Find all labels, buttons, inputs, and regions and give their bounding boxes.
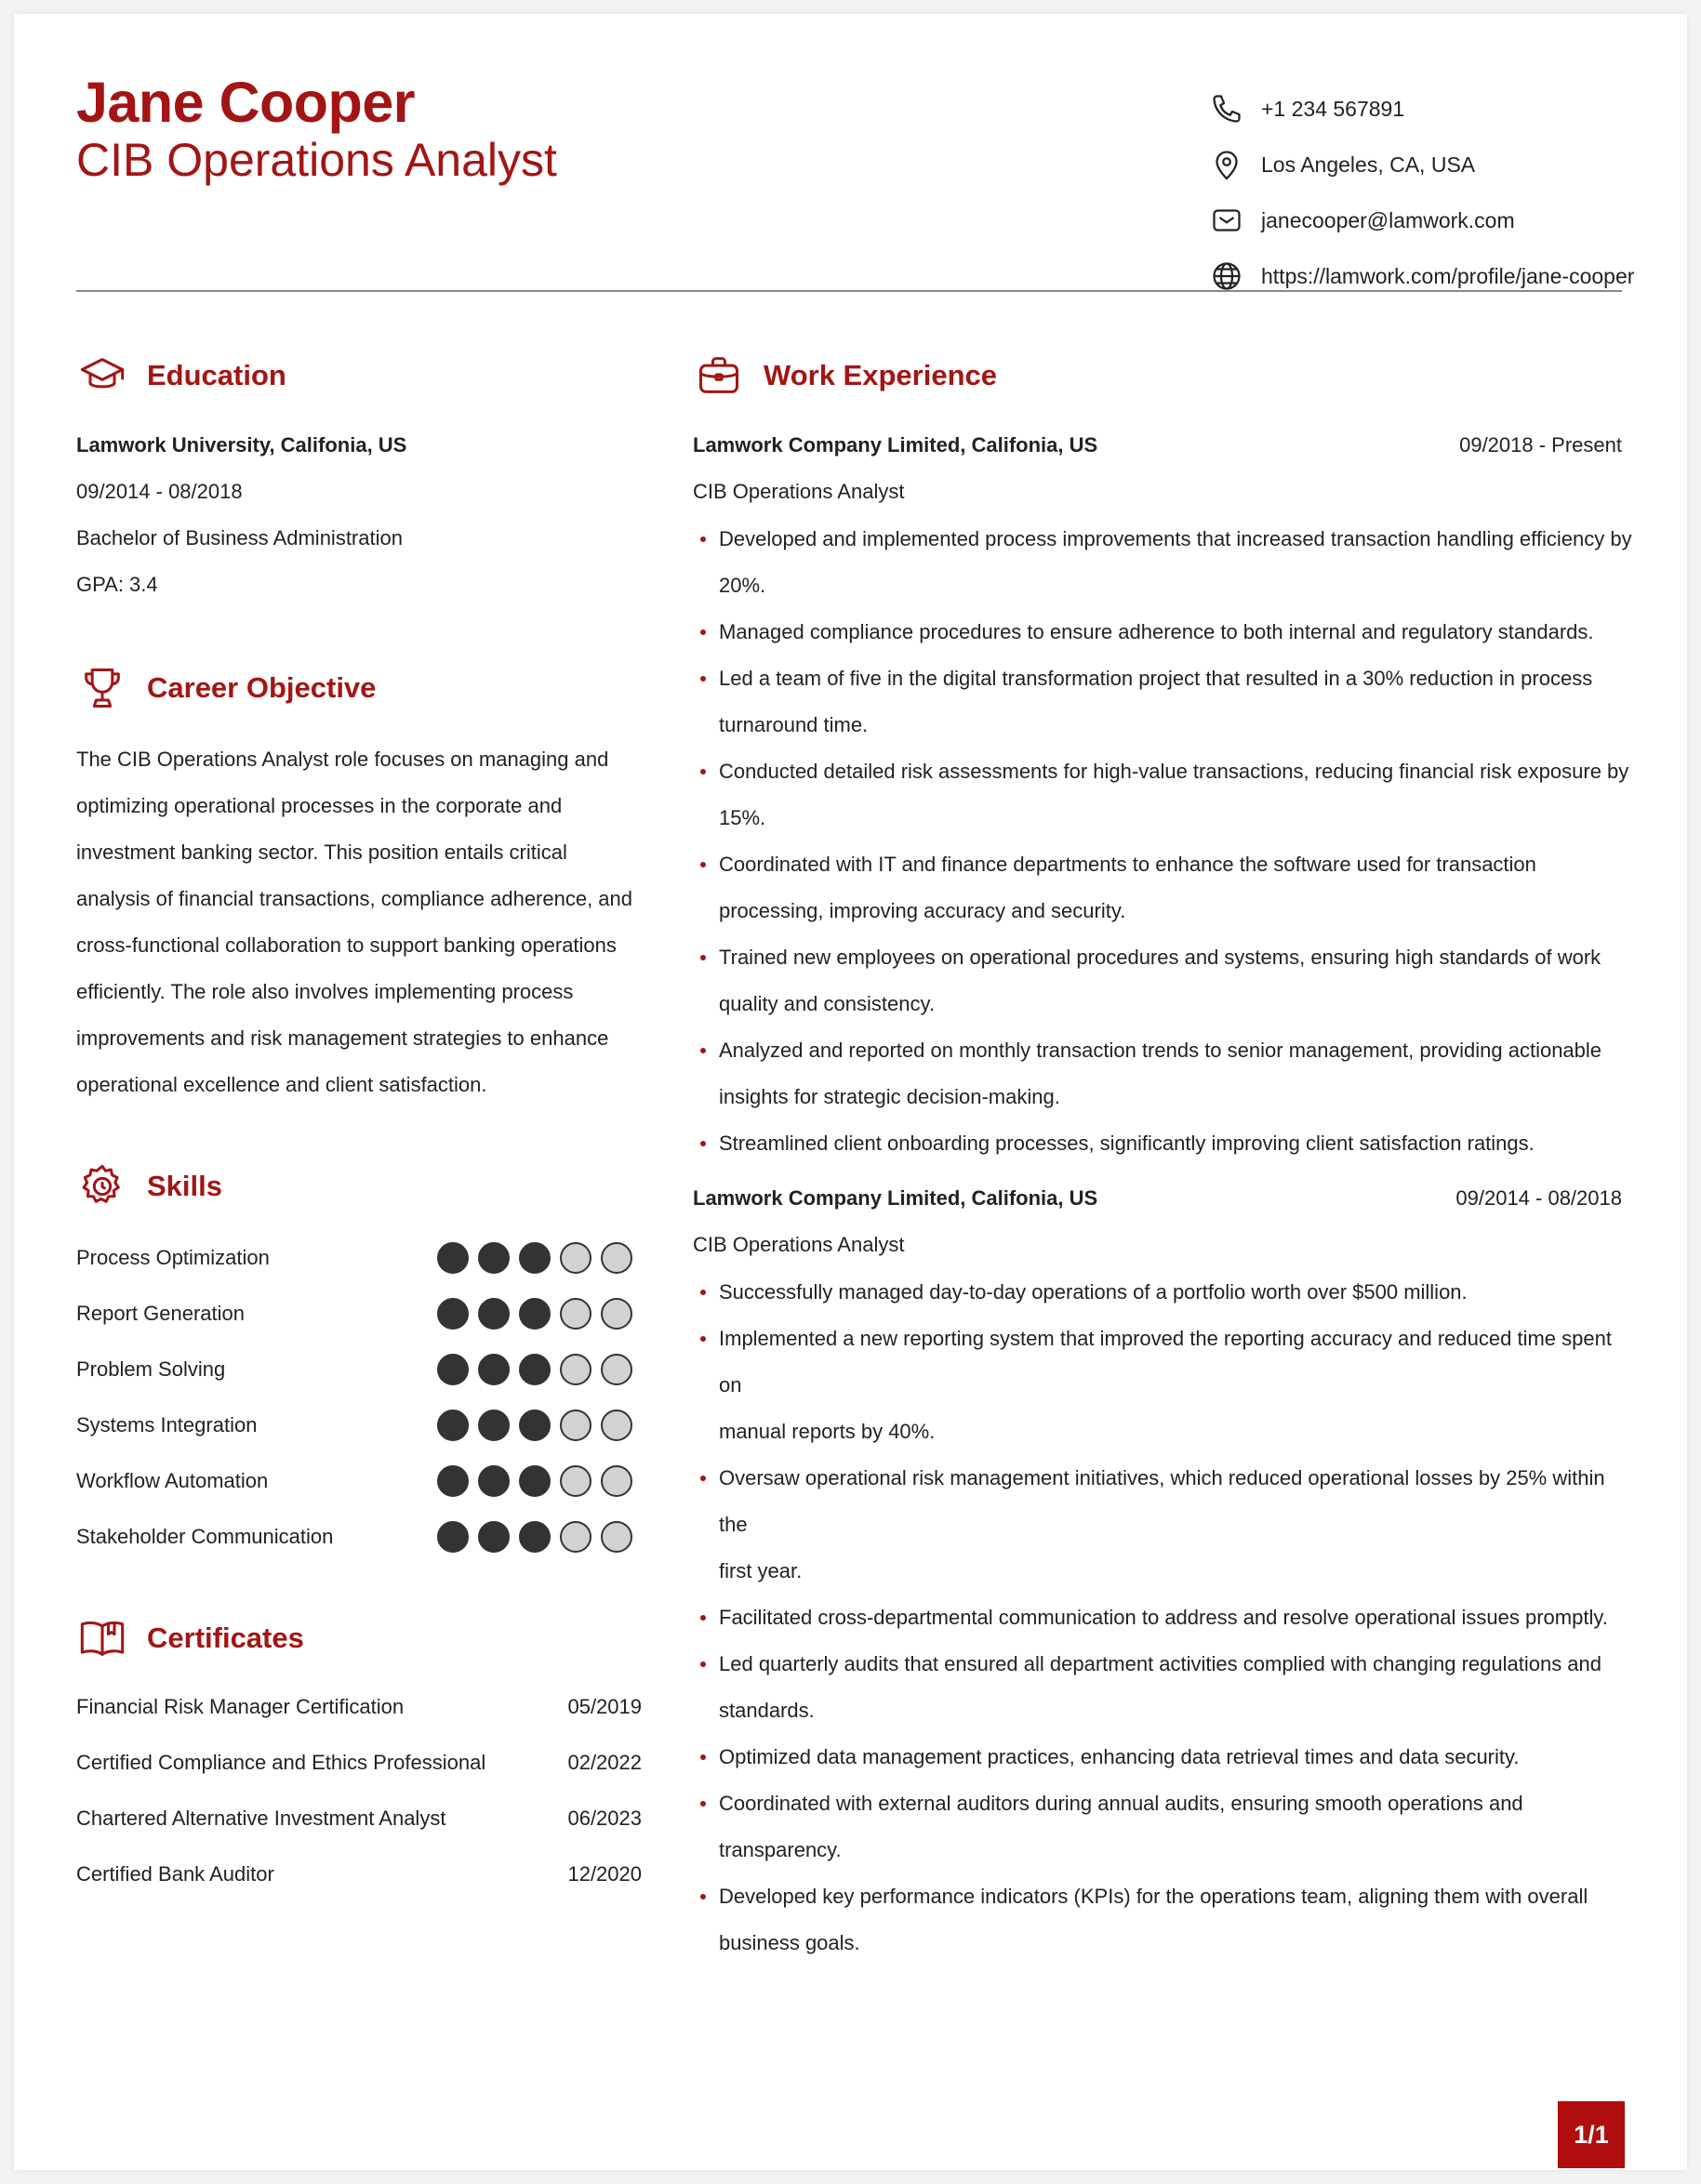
skill-row (76, 1407, 634, 1444)
skill-rating (437, 1410, 632, 1441)
rating-dot-empty (560, 1410, 591, 1441)
contact-website (1209, 248, 1634, 304)
objective-heading-text: Career Objective (147, 671, 377, 704)
trophy-icon (76, 662, 128, 714)
skill-row (76, 1295, 634, 1332)
contact-website-text[interactable]: https://lamwork.com/profile/jane-cooper (1261, 263, 1635, 288)
location-pin-icon (1209, 147, 1244, 182)
certificate-date: 12/2020 (567, 1862, 642, 1886)
globe-icon (1209, 258, 1244, 294)
rating-dot-filled (478, 1242, 510, 1274)
job-bullet-line: turnaround time. (719, 713, 869, 736)
skill-rating (437, 1298, 632, 1330)
rating-dot-empty (560, 1465, 591, 1497)
education-dates: 09/2014 - 08/2018 (76, 480, 243, 503)
job-bullet-line: business goals. (719, 1931, 860, 1954)
objective-paragraph (76, 736, 653, 1108)
header-divider (76, 290, 1622, 292)
job-bullet-line: Developed key performance indicators (KPIs) for the operations team, aligning them with overall (719, 1885, 1588, 1908)
objective-line: The CIB Operations Analyst role focuses on managing and (76, 748, 609, 771)
job-bullet-line: Coordinated with external auditors during annual audits, ensuring smooth operations and (719, 1792, 1523, 1815)
objective-line: analysis of financial transactions, compliance adherence, and (76, 887, 633, 910)
rating-dot-empty (560, 1521, 591, 1553)
skill-row (76, 1351, 634, 1388)
mail-icon (1209, 203, 1244, 238)
job-bullet-line: Coordinated with IT and finance departments to enhance the software used for transaction (719, 853, 1536, 876)
job-header (693, 433, 1622, 457)
rating-dot-filled (478, 1410, 510, 1441)
certificate-name: Financial Risk Manager Certification (76, 1695, 405, 1718)
rating-dot-empty (560, 1242, 591, 1274)
job-bullet (693, 609, 1632, 655)
job-bullet (693, 516, 1632, 609)
job-header (693, 1186, 1622, 1211)
rating-dot-filled (437, 1521, 469, 1553)
certificates-heading-text: Certificates (147, 1621, 304, 1654)
job-role: CIB Operations Analyst (693, 480, 905, 503)
job-bullet-line: transparency. (719, 1838, 842, 1861)
rating-dot-filled (519, 1465, 551, 1497)
job-bullet-line: quality and consistency. (719, 992, 935, 1015)
job-bullet-line: Oversaw operational risk management initiatives, which reduced operational losses by 25% within the (719, 1466, 1605, 1536)
objective-line: efficiently. The role also involves implementing process (76, 980, 574, 1003)
job-bullet (693, 748, 1632, 841)
phone-icon (1209, 91, 1244, 126)
skill-name: Workflow Automation (76, 1469, 269, 1492)
job-role: CIB Operations Analyst (693, 1233, 905, 1256)
certificate-row (76, 1751, 642, 1775)
job-bullet (693, 1269, 1632, 1316)
rating-dot-filled (437, 1298, 469, 1330)
job-bullet-line: Successfully managed day-to-day operations of a portfolio worth over $500 million. (719, 1280, 1468, 1304)
job-bullet-line: Led quarterly audits that ensured all department activities complied with changing regulations and (719, 1652, 1602, 1675)
rating-dot-filled (478, 1521, 510, 1553)
contact-email-text[interactable]: janecooper@lamwork.com (1261, 207, 1515, 232)
skill-row (76, 1239, 634, 1277)
briefcase-icon (693, 350, 745, 402)
skill-name: Systems Integration (76, 1413, 258, 1436)
job-bullet-line: Facilitated cross-departmental communication to address and resolve operational issues promptly. (719, 1606, 1608, 1629)
job-bullet-line: Analyzed and reported on monthly transaction trends to senior management, providing actionable (719, 1039, 1602, 1062)
job-bullet (693, 841, 1632, 934)
certificate-date: 02/2022 (567, 1751, 642, 1774)
skill-name: Problem Solving (76, 1357, 226, 1381)
rating-dot-filled (519, 1298, 551, 1330)
job-bullet (693, 1316, 1632, 1455)
job-bullet (693, 1595, 1632, 1641)
job-bullet-line: Developed and implemented process improvements that increased transaction handling efficiency by (719, 527, 1632, 550)
education-degree: Bachelor of Business Administration (76, 526, 403, 549)
rating-dot-empty (601, 1521, 632, 1553)
skills-heading-text: Skills (147, 1170, 222, 1202)
rating-dot-filled (478, 1465, 510, 1497)
job-company: Lamwork Company Limited, Califonia, US (693, 433, 1098, 457)
rating-dot-filled (519, 1410, 551, 1441)
job-bullet-list (693, 1269, 1632, 1966)
skill-rating (437, 1521, 632, 1553)
job-bullet-line: Led a team of five in the digital transformation project that resulted in a 30% reduction in process (719, 667, 1593, 690)
certificate-date: 05/2019 (567, 1695, 642, 1718)
job-bullet-line: insights for strategic decision-making. (719, 1085, 1060, 1108)
job-bullet-line: first year. (719, 1559, 803, 1582)
certificate-row (76, 1695, 642, 1719)
rating-dot-empty (560, 1298, 591, 1330)
job-bullet (693, 1027, 1632, 1120)
certificates-heading (76, 1612, 304, 1664)
contact-list (1209, 81, 1634, 304)
contact-email (1209, 192, 1634, 248)
candidate-title: CIB Operations Analyst (76, 134, 557, 186)
skill-rating (437, 1354, 632, 1385)
job-bullet-line: Implemented a new reporting system that improved the reporting accuracy and reduced time spent on (719, 1327, 1612, 1396)
job-bullet-line: Trained new employees on operational procedures and systems, ensuring high standards of work (719, 946, 1601, 969)
graduation-cap-icon (76, 350, 128, 402)
rating-dot-filled (519, 1242, 551, 1274)
job-bullet (693, 1120, 1632, 1167)
rating-dot-filled (519, 1354, 551, 1385)
skill-rating (437, 1242, 632, 1274)
job-bullet (693, 1641, 1632, 1734)
job-dates: 09/2014 - 08/2018 (1455, 1186, 1622, 1210)
work-heading (693, 350, 997, 402)
rating-dot-filled (519, 1521, 551, 1553)
gear-icon (76, 1160, 128, 1212)
skill-rating (437, 1465, 632, 1497)
rating-dot-filled (437, 1410, 469, 1441)
certificate-date: 06/2023 (567, 1807, 642, 1830)
job-bullet-line: processing, improving accuracy and security. (719, 899, 1126, 922)
job-bullet (693, 1734, 1632, 1780)
candidate-name: Jane Cooper (76, 71, 415, 134)
rating-dot-empty (601, 1242, 632, 1274)
rating-dot-empty (601, 1354, 632, 1385)
objective-line: investment banking sector. This position entails critical (76, 841, 567, 864)
certificate-name: Certified Bank Auditor (76, 1862, 274, 1886)
education-gpa: GPA: 3.4 (76, 573, 158, 596)
skills-heading (76, 1160, 222, 1212)
objective-line: operational excellence and client satisfaction. (76, 1073, 487, 1096)
skill-row (76, 1518, 634, 1555)
job-bullet-line: Managed compliance procedures to ensure adherence to both internal and regulatory standards. (719, 620, 1594, 643)
rating-dot-empty (601, 1298, 632, 1330)
rating-dot-filled (437, 1242, 469, 1274)
objective-heading (76, 662, 376, 714)
rating-dot-empty (560, 1354, 591, 1385)
job-bullet (693, 934, 1632, 1027)
contact-phone (1209, 81, 1634, 137)
job-bullet-line: 15%. (719, 806, 766, 829)
job-company: Lamwork Company Limited, Califonia, US (693, 1186, 1098, 1210)
job-bullet (693, 1873, 1632, 1966)
job-bullet-line: Conducted detailed risk assessments for high-value transactions, reducing financial risk exposure by (719, 760, 1629, 783)
skill-name: Stakeholder Communication (76, 1525, 334, 1548)
open-book-icon (76, 1612, 128, 1664)
job-bullet-line: standards. (719, 1699, 815, 1722)
objective-line: cross-functional collaboration to support banking operations (76, 933, 617, 957)
job-bullet (693, 1455, 1632, 1595)
skill-name: Report Generation (76, 1302, 245, 1325)
objective-line: optimizing operational processes in the corporate and (76, 794, 563, 817)
education-heading-text: Education (147, 359, 286, 391)
objective-line: improvements and risk management strategies to enhance (76, 1026, 609, 1050)
resume-page (14, 14, 1687, 2170)
contact-phone-text: +1 234 567891 (1261, 96, 1405, 121)
job-bullet-line: 20%. (719, 574, 766, 597)
certificate-name: Chartered Alternative Investment Analyst (76, 1807, 446, 1830)
education-school: Lamwork University, Califonia, US (76, 433, 407, 457)
skill-name: Process Optimization (76, 1246, 270, 1269)
page-indicator: 1/1 (1558, 2101, 1625, 2168)
job-bullet (693, 1780, 1632, 1873)
job-bullet-list (693, 516, 1632, 1167)
contact-location-text: Los Angeles, CA, USA (1261, 152, 1476, 177)
work-heading-text: Work Experience (764, 359, 997, 391)
job-dates: 09/2018 - Present (1459, 433, 1622, 457)
rating-dot-filled (437, 1354, 469, 1385)
job-bullet (693, 655, 1632, 748)
rating-dot-filled (478, 1298, 510, 1330)
education-heading (76, 350, 286, 402)
certificate-name: Certified Compliance and Ethics Professional (76, 1751, 486, 1774)
rating-dot-filled (478, 1354, 510, 1385)
rating-dot-filled (437, 1465, 469, 1497)
rating-dot-empty (601, 1410, 632, 1441)
certificate-row (76, 1807, 642, 1831)
job-bullet-line: Optimized data management practices, enhancing data retrieval times and data security. (719, 1745, 1520, 1768)
certificate-row (76, 1862, 642, 1886)
skill-row (76, 1463, 634, 1500)
contact-location (1209, 137, 1634, 192)
job-bullet-line: Streamlined client onboarding processes, significantly improving client satisfaction ratings. (719, 1132, 1535, 1155)
job-bullet-line: manual reports by 40%. (719, 1420, 936, 1443)
rating-dot-empty (601, 1465, 632, 1497)
